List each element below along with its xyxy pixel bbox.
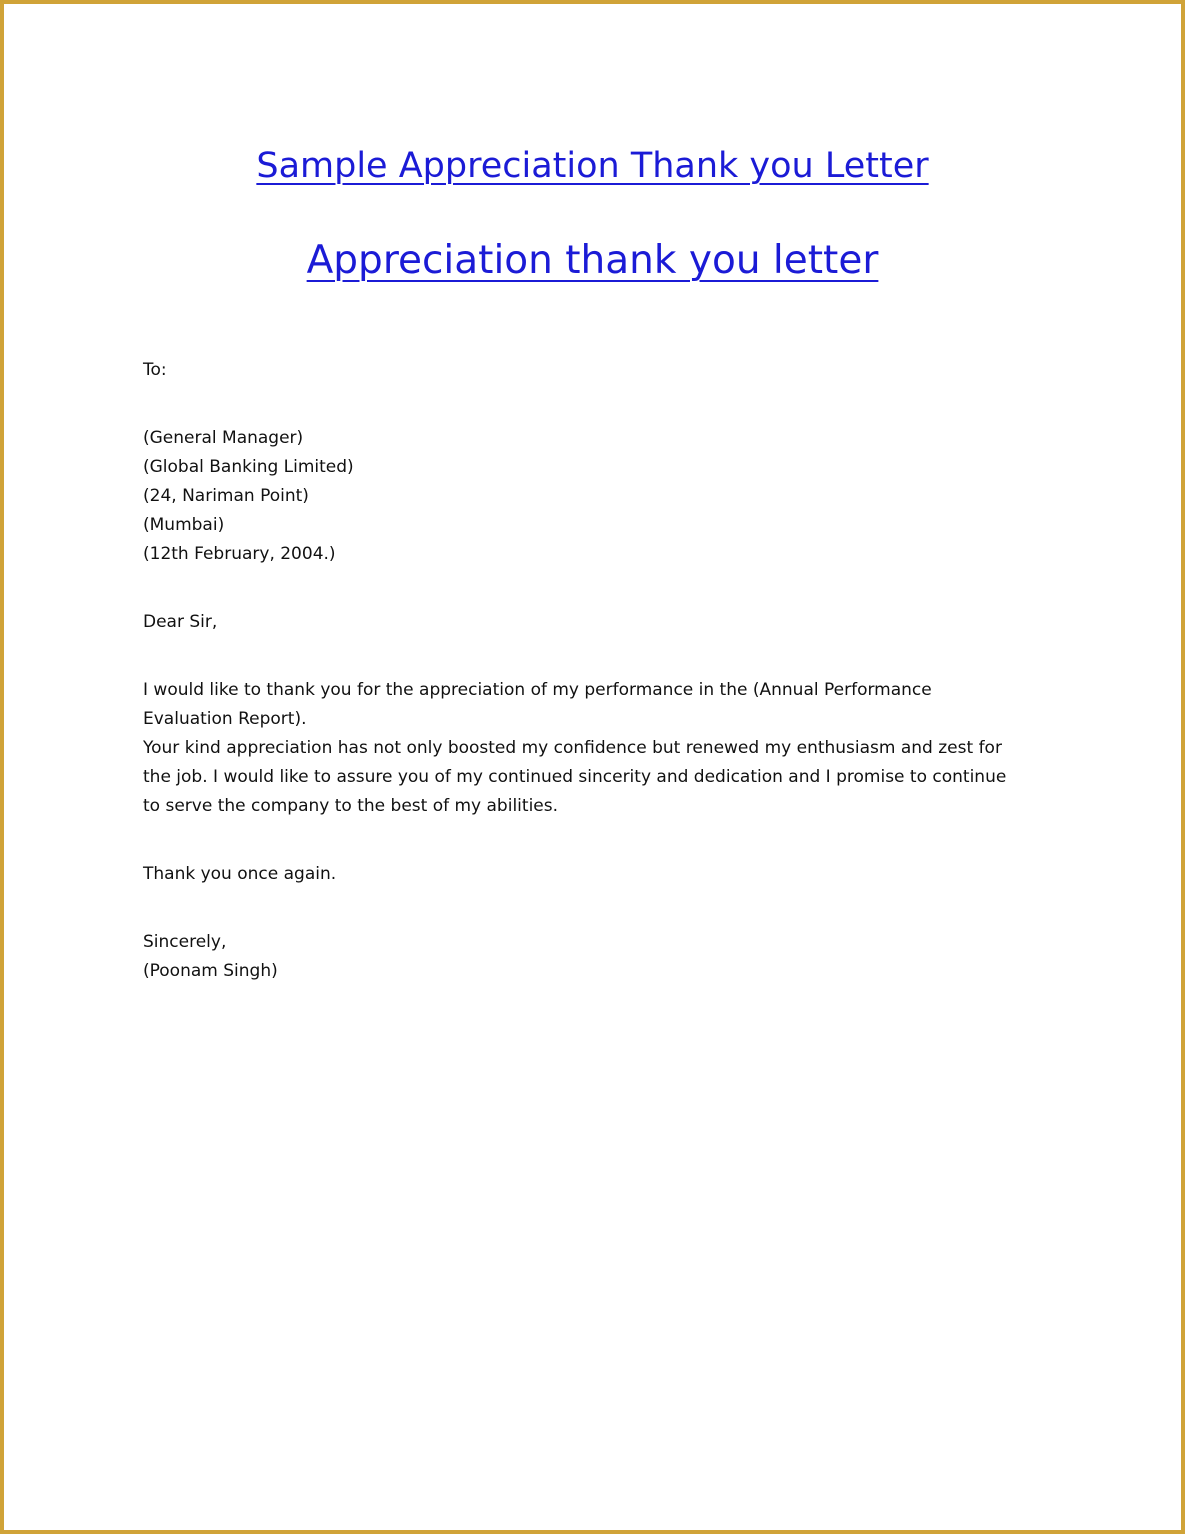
recipient-line: (General Manager) bbox=[143, 428, 304, 448]
body-line: Your kind appreciation has not only boosted my confidence but renewed my enthusiasm and zest for bbox=[143, 738, 1002, 758]
spacer bbox=[143, 385, 1053, 424]
recipient-line: (12th February, 2004.) bbox=[143, 544, 336, 564]
body-paragraph bbox=[143, 676, 1053, 821]
spacer bbox=[143, 637, 1053, 676]
body-line: I would like to thank you for the appreciation of my performance in the (Annual Performance bbox=[143, 680, 932, 700]
spacer bbox=[143, 889, 1053, 928]
signature: (Poonam Singh) bbox=[143, 961, 278, 981]
spacer bbox=[143, 569, 1053, 608]
main-title-link[interactable]: Sample Appreciation Thank you Letter bbox=[256, 146, 929, 186]
body-line: the job. I would like to assure you of my continued sincerity and dedication and I promise to continue bbox=[143, 767, 1007, 787]
spacer bbox=[143, 821, 1053, 860]
recipient-line: (Global Banking Limited) bbox=[143, 457, 354, 477]
recipient-line: (24, Nariman Point) bbox=[143, 486, 309, 506]
recipient-line: (Mumbai) bbox=[143, 515, 225, 535]
sub-title-link[interactable]: Appreciation thank you letter bbox=[306, 238, 879, 283]
body-line: to serve the company to the best of my abilities. bbox=[143, 796, 559, 816]
to-label: To: bbox=[143, 360, 167, 380]
salutation: Dear Sir, bbox=[143, 612, 218, 632]
thanks-line: Thank you once again. bbox=[143, 864, 337, 884]
closing: Sincerely, bbox=[143, 932, 227, 952]
letter-body bbox=[143, 356, 1053, 986]
body-line: Evaluation Report). bbox=[143, 709, 307, 729]
recipient-address bbox=[143, 424, 1053, 569]
